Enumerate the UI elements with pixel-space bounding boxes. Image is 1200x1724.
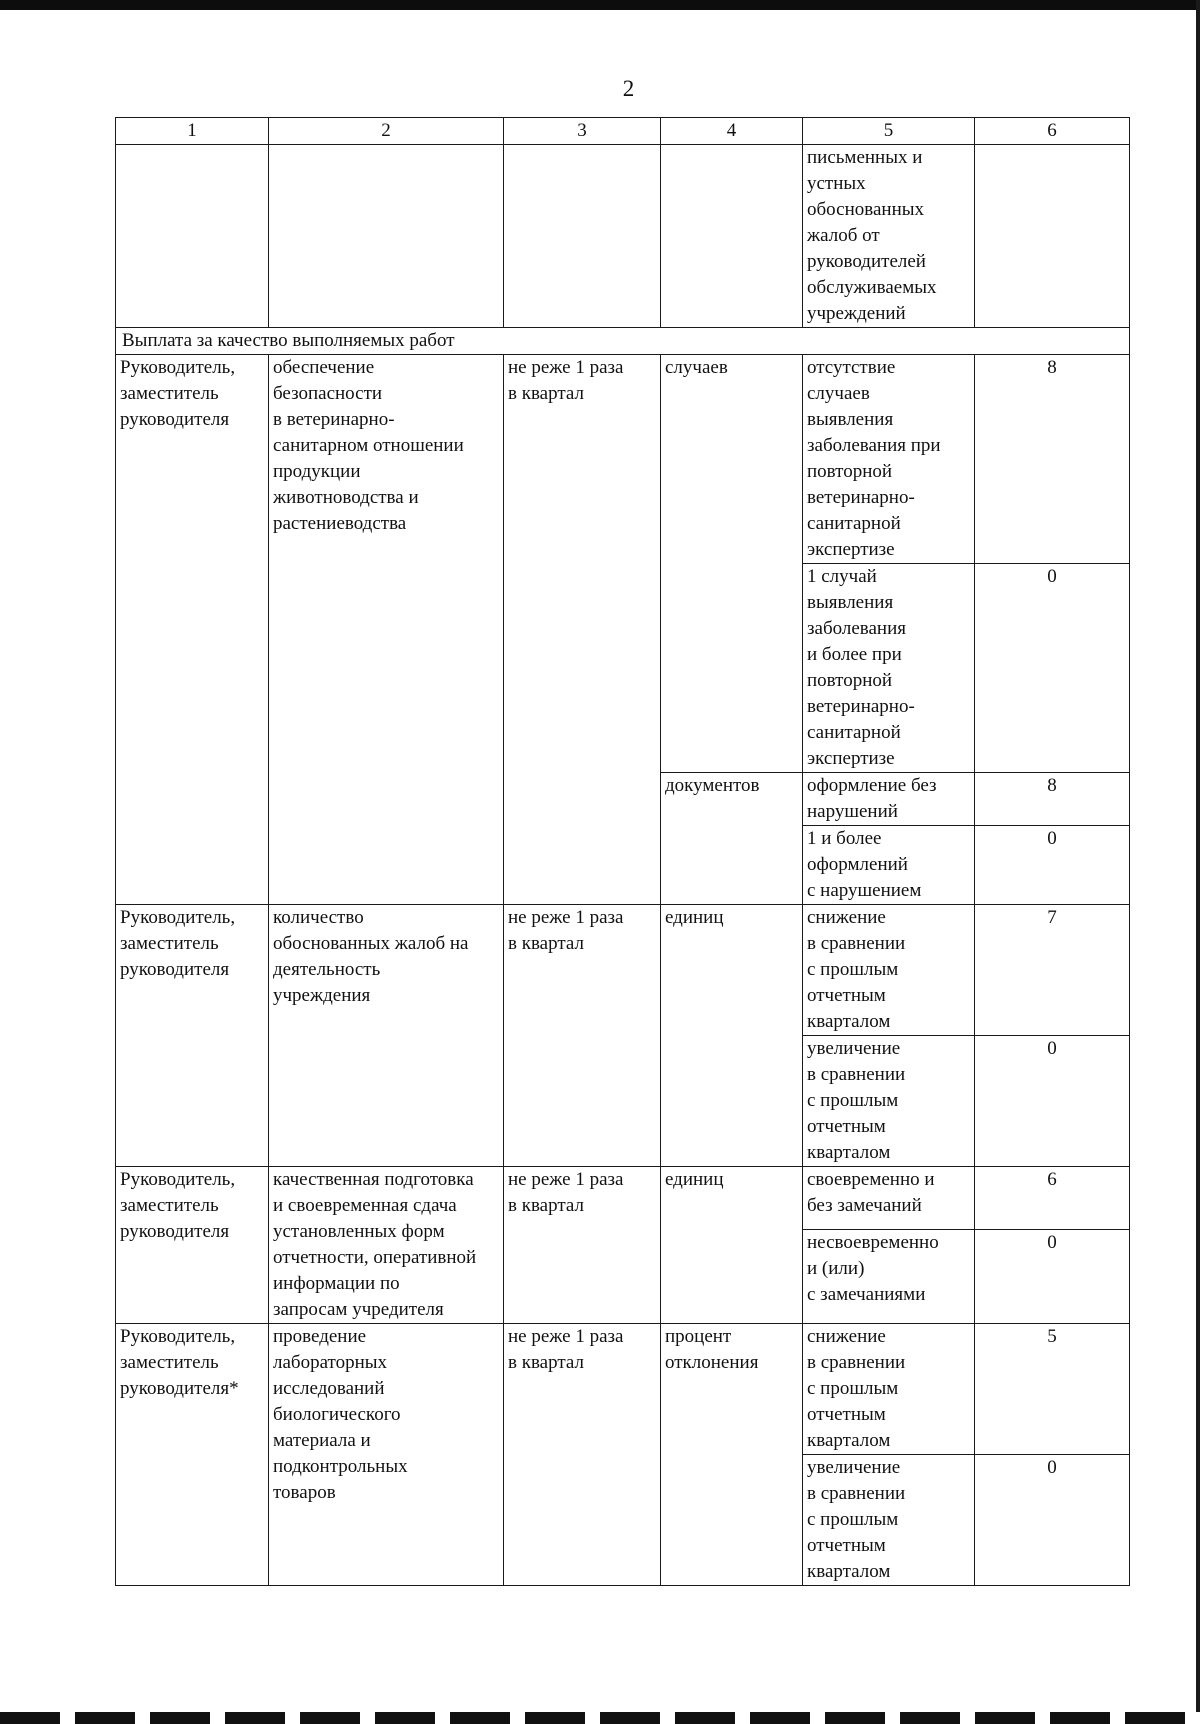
continuation-row <box>116 145 1130 328</box>
points-cell: 7 <box>975 905 1130 1036</box>
table-row <box>116 1324 1130 1455</box>
criterion-cell: снижение в сравнении с прошлым отчетным кварталом <box>803 905 975 1036</box>
unit-cell: процент отклонения <box>661 1324 803 1586</box>
column-header: 4 <box>661 118 803 145</box>
table-row <box>116 1167 1130 1230</box>
criterion-cell: отсутствие случаев выявления заболевания при повторной ветеринарно- санитарной экспертизе <box>803 355 975 564</box>
page-number: 2 <box>622 76 635 101</box>
position-cell: Руководитель, заместитель руководителя <box>116 355 269 905</box>
cell-empty <box>269 145 504 328</box>
cell-empty <box>661 145 803 328</box>
header-row <box>116 118 1130 145</box>
points-cell: 8 <box>975 355 1130 564</box>
points-cell: 0 <box>975 564 1130 773</box>
column-header: 2 <box>269 118 504 145</box>
points-cell: 8 <box>975 773 1130 826</box>
unit-cell: документов <box>661 773 803 905</box>
position-cell: Руководитель, заместитель руководителя <box>116 905 269 1167</box>
column-header: 5 <box>803 118 975 145</box>
table-row <box>116 905 1130 1036</box>
cell-empty <box>975 145 1130 328</box>
unit-cell: единиц <box>661 1167 803 1324</box>
position-cell: Руководитель, заместитель руководителя* <box>116 1324 269 1586</box>
points-cell: 0 <box>975 1230 1130 1324</box>
cell-empty <box>116 145 269 328</box>
indicator-cell: обеспечение безопасности в ветеринарно- санитарном отношении продукции животноводства и растениеводства <box>269 355 504 905</box>
criterion-cell: снижение в сравнении с прошлым отчетным кварталом <box>803 1324 975 1455</box>
column-header: 1 <box>116 118 269 145</box>
criteria-table <box>115 117 1130 1586</box>
criterion-cell: своевременно и без замечаний <box>803 1167 975 1230</box>
points-cell: 0 <box>975 1455 1130 1586</box>
points-cell: 0 <box>975 1036 1130 1167</box>
unit-cell: единиц <box>661 905 803 1167</box>
criterion-cell: письменных и устных обоснованных жалоб от руководителей обслуживаемых учреждений <box>803 145 975 328</box>
column-header: 3 <box>504 118 661 145</box>
points-cell: 6 <box>975 1167 1130 1230</box>
criterion-cell: увеличение в сравнении с прошлым отчетным кварталом <box>803 1455 975 1586</box>
points-cell: 5 <box>975 1324 1130 1455</box>
section-row <box>116 328 1130 355</box>
criterion-cell: оформление без нарушений <box>803 773 975 826</box>
cell-empty <box>504 145 661 328</box>
criterion-cell: 1 и более оформлений с нарушением <box>803 826 975 905</box>
criterion-cell: увеличение в сравнении с прошлым отчетным кварталом <box>803 1036 975 1167</box>
scan-border-top <box>0 0 1200 10</box>
table-row <box>116 355 1130 564</box>
period-cell: не реже 1 раза в квартал <box>504 355 661 905</box>
position-cell: Руководитель, заместитель руководителя <box>116 1167 269 1324</box>
unit-cell: случаев <box>661 355 803 773</box>
criterion-cell: 1 случай выявления заболевания и более при повторной ветеринарно- санитарной экспертизе <box>803 564 975 773</box>
column-header: 6 <box>975 118 1130 145</box>
criterion-cell: несвоевременно и (или) с замечаниями <box>803 1230 975 1324</box>
indicator-cell: качественная подготовка и своевременная сдача установленных форм отчетности, оперативной информации по запросам учредителя <box>269 1167 504 1324</box>
points-cell: 0 <box>975 826 1130 905</box>
scan-border-right <box>1196 0 1200 1724</box>
period-cell: не реже 1 раза в квартал <box>504 1324 661 1586</box>
scan-border-bottom <box>0 1712 1200 1724</box>
period-cell: не реже 1 раза в квартал <box>504 1167 661 1324</box>
period-cell: не реже 1 раза в квартал <box>504 905 661 1167</box>
indicator-cell: проведение лабораторных исследований биологического материала и подконтрольных товаров <box>269 1324 504 1586</box>
section-title: Выплата за качество выполняемых работ <box>116 328 1130 355</box>
indicator-cell: количество обоснованных жалоб на деятельность учреждения <box>269 905 504 1167</box>
